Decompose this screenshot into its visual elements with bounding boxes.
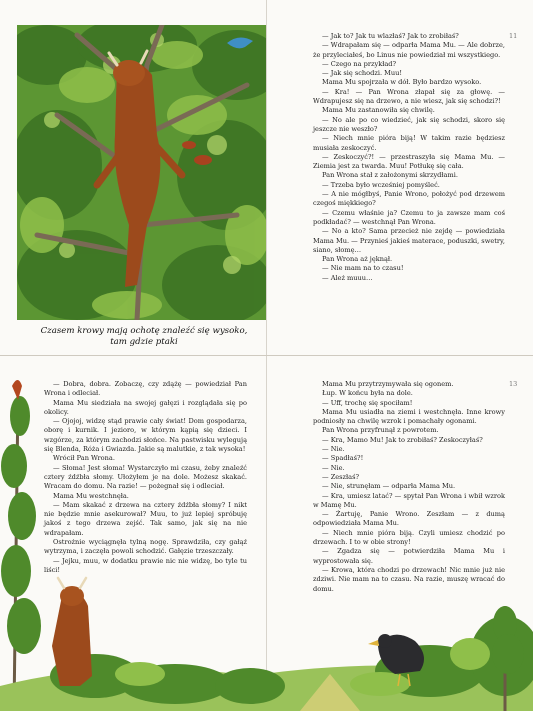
paragraph: Pan Wrona przyfrunął z powrotem. (322, 426, 439, 435)
paragraph: Pan Wrona stał z założonymi skrzydłami. (322, 171, 458, 180)
paragraph: — Jejku, muu, w dodatku prawie nic nie widzę, bo tyle tu liści! (44, 556, 247, 574)
paragraph: — Mam skakać z drzewa na cztery źdźbła słomy? I nikt nie będzie mnie asekurował? Muu, to już lepiej spróbuję jakoś z tego drzewa zejść. Tak samo, jak się na nie wdrapałam. (44, 500, 247, 537)
paragraph: Mama Mu usiadła na ziemi i westchnęła. Inne krowy podniosły na chwilę wzrok i pomachały ogonami. (313, 407, 505, 426)
paragraph: — Czego na przykład? (322, 59, 397, 68)
paragraph: — Czemu właśnie ja? Czemu to ja zawsze mam coś podkładać? — westchnął Pan Wrona. (313, 208, 505, 226)
paragraph: — Niech mnie pióra biją. Czyli umiesz chodzić po drzewach. I to w obie strony! (313, 528, 505, 547)
paragraph: — Niech mnie pióra biją! W takim razie będziesz musiała zeskoczyć. (313, 134, 505, 152)
paragraph: — Dobra, dobra. Zobaczę, czy zdążę — powiedział Pan Wrona i odleciał. (44, 380, 247, 398)
paragraph: Mama Mu spojrzała w dół. Było bardzo wysoko. (322, 78, 482, 87)
paragraph: — Krowa, która chodzi po drzewach! Nic mnie już nie zdziwi. Nie mam na to czasu. Na razie, muszę wracać do domu. (313, 565, 505, 593)
paragraph: Mama Mu zastanowiła się chwilę. (322, 106, 435, 115)
paragraph: Łup. W końcu była na dole. (322, 389, 413, 398)
paragraph: — Jak to? Jak tu wlazłaś? Jak to zrobiłaś? (322, 32, 459, 40)
paragraph: — Nie. (322, 463, 345, 472)
paragraph: — Spadłaś?! (322, 454, 364, 463)
paragraph: — Kra, umiesz latać? — spytał Pan Wrona i wbił wzrok w Mamę Mu. (313, 491, 505, 509)
paragraph: — Żartuję, Panie Wrono. Zeszłam — z dumą odpowiedziała Mama Mu. (313, 510, 505, 528)
paragraph: — Uff, trochę się spociłam! (322, 398, 413, 407)
paragraph: — Jak się schodzi. Muu! (322, 69, 403, 78)
tree-illustration (17, 25, 266, 320)
paragraph: — Zgadza się — potwierdziła Mama Mu i wyprostowała się. (313, 547, 505, 565)
paragraph: — Ależ muuu… (322, 273, 373, 282)
paragraph: Pan Wrona aż jęknął. (322, 255, 393, 264)
paragraph: — No a kto? Sama przecież nie zejdę — powiedziała Mama Mu. — Przynieś jakieś materace, poduszki, swetry, siano, słomę… (313, 227, 505, 254)
paragraph: Mama Mu westchnęła. (53, 491, 129, 500)
caption-line-2: tam gdzie ptaki (110, 337, 178, 347)
paragraph: Ostrożnie wyciągnęła tylną nogę. Sprawdziła, czy gałąź wytrzyma, i zaczęła powoli schodzić. Gałęzie trzeszczały. (44, 538, 247, 556)
paragraph: — Słoma! Jest słoma! Wystarczyło mi czasu, żeby znaleźć cztery źdźbła słomy. Ułożyłem je na dole. Możesz skakać. Wracam do domu. Na razie! — pożegnał się i odleciał. (44, 463, 247, 491)
paragraph: — Zeszłaś? (322, 472, 360, 481)
paragraph: — Nie mam na to czasu! (322, 264, 404, 273)
paragraph: Mama Mu siedziała na swojej gałęzi i rozglądała się po okolicy. (44, 398, 247, 416)
paragraph: Wrócił Pan Wrona. (53, 454, 115, 463)
paragraph: — Kra! — Pan Wrona złapał się za głowę. — Wdrapujesz się na drzewo, a nie wiesz, jak się schodzi?! (313, 87, 505, 106)
paragraph: — Trzeba było wcześniej pomyśleć. (322, 180, 440, 189)
paragraph: — A nie mógłbyś, Panie Wrono, położyć pod drzewem czegoś miękkiego? (313, 190, 505, 208)
paragraph: — Wdrapałam się — odparła Mama Mu. — Ale dobrze, że przyleciałeś, bo Linus nie powiedział mi wszystkiego. (313, 41, 505, 59)
paragraph: — No ale po co wiedzieć, jak się schodzi, skoro się jeszcze nie weszło? (313, 115, 505, 133)
page-gutter (266, 0, 267, 355)
text-column-top-right (313, 32, 505, 283)
page-gutter (266, 356, 267, 711)
text-column-bottom-right (313, 380, 505, 594)
paragraph: — Nie, strunęłam — odparła Mama Mu. (322, 482, 456, 491)
paragraph: — Zeskoczyć?! — przestraszyła się Mama Mu. — Ziemia jest za twarda. Muu! Potłukę się cała. (313, 152, 505, 171)
paragraph: Mama Mu przytrzymywała się ogonem. (322, 380, 454, 388)
page-number: 13 (509, 380, 518, 388)
illustration-caption (20, 326, 268, 348)
paragraph: — Kra, Mamo Mu! Jak to zrobiłaś? Zeskoczyłaś? (322, 435, 483, 444)
text-column-bottom-left (44, 380, 247, 575)
caption-line-1: Czasem krowy mają ochotę znaleźć się wysoko, (40, 326, 248, 336)
top-spread (0, 0, 533, 355)
paragraph: — Nie. (322, 445, 345, 454)
page-number: 11 (509, 32, 518, 40)
paragraph: — Ojojoj, widzę stąd prawie cały świat! Dom gospodarza, oborę i kurnik. I jezioro, w którym kąpią się dzieci. I wzgórze, za którym zachodzi słońce. Na pastwisku wylegują się Blenda, Róża i Gwiazda. Jakie są malutkie, z tak wysoka! (44, 417, 247, 454)
